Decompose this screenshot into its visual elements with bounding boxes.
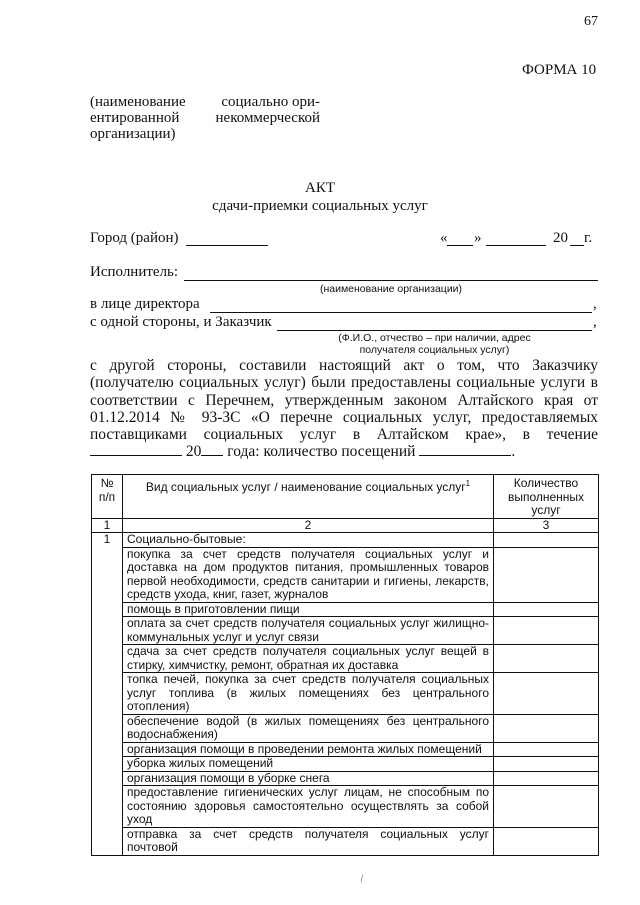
table-row: [92, 645, 599, 673]
index-cell: 1: [92, 518, 123, 533]
org-caption-text: (наименование: [90, 94, 186, 110]
table-row: [92, 827, 599, 855]
header-qty: Количество выполненных услуг: [494, 475, 599, 519]
period-field[interactable]: [90, 443, 182, 456]
form-label: ФОРМА 10: [522, 62, 597, 78]
service-item: топка печей, покупка за счет средств получателя социальных услуг топлива (в жилых помещениях без центрального отопления): [123, 673, 494, 715]
qty-cell[interactable]: [494, 602, 599, 617]
customer-hint: [277, 332, 592, 356]
qty-cell[interactable]: [494, 827, 599, 855]
section-label: Социально-бытовые:: [123, 533, 494, 548]
qty-cell[interactable]: [494, 714, 599, 742]
document-subtitle: сдачи-приемки социальных услуг: [212, 198, 428, 214]
table-row: [92, 742, 599, 757]
qty-cell[interactable]: [494, 786, 599, 828]
index-cell: 3: [494, 518, 599, 533]
header-service-text: Вид социальных услуг / наименование социальных услуг: [145, 480, 466, 494]
date-open-quote: «: [440, 230, 448, 246]
table-row: [92, 771, 599, 786]
header-num: № п/п: [92, 475, 123, 519]
table-row: [92, 673, 599, 715]
table-row: [92, 617, 599, 645]
body-paragraph: [90, 357, 598, 461]
org-caption-text: социально ори-: [221, 94, 320, 110]
qty-cell[interactable]: [494, 645, 599, 673]
scan-mark: \: [357, 873, 366, 885]
service-item: сдача за счет средств получателя социальных услуг вещей в стирку, химчистку, ремонт, обратная их доставка: [123, 645, 494, 673]
month-field[interactable]: [486, 245, 546, 246]
header-service: [123, 475, 494, 519]
service-item: оплата за счет средств получателя социальных услуг жилищно-коммунальных услуг и услуг связи: [123, 617, 494, 645]
document-title: АКТ: [305, 180, 335, 196]
section-number: 1: [92, 533, 123, 856]
city-label: Город (район): [90, 230, 179, 246]
service-item: отправка за счет средств получателя социальных услуг почтовой: [123, 827, 494, 855]
service-item: организация помощи в проведении ремонта жилых помещений: [123, 742, 494, 757]
qty-cell[interactable]: [494, 742, 599, 757]
director-field[interactable]: [210, 312, 592, 313]
city-field[interactable]: [186, 245, 268, 246]
year-suffix: г.: [584, 230, 593, 246]
service-item: организация помощи в уборке снега: [123, 771, 494, 786]
org-caption-text: ентированной: [90, 110, 180, 126]
customer-label: с одной стороны, и Заказчик: [90, 314, 272, 330]
service-item: покупка за счет средств получателя социальных услуг и доставка на дом продуктов питания, промышленных товаров первой необходимости, средств санитарии и гигиены, лекарств, средств ухода, книг, газет, журналов: [123, 547, 494, 602]
organization-caption: [90, 94, 320, 142]
date-close-quote: »: [474, 230, 482, 246]
executor-hint: (наименование организации): [319, 283, 463, 295]
director-comma: ,: [593, 296, 597, 312]
service-item: уборка жилых помещений: [123, 757, 494, 772]
service-item: помощь в приготовлении пищи: [123, 602, 494, 617]
day-field[interactable]: [447, 245, 473, 246]
service-item: предоставление гигиенических услуг лицам, не способным по состоянию здоровья самостоятельно осуществлять за собой уход: [123, 786, 494, 828]
qty-cell[interactable]: [494, 757, 599, 772]
qty-cell[interactable]: [494, 533, 599, 548]
body-year-field[interactable]: [201, 443, 223, 456]
table-header-row: [92, 475, 599, 519]
executor-field[interactable]: [184, 280, 598, 281]
customer-hint-line: получателя социальных услуг): [359, 344, 510, 356]
index-row: [92, 518, 599, 533]
header-footnote: 1: [465, 479, 471, 488]
body-text: с другой стороны, составили настоящий акт о том, что Заказчику (получателю социальных услуг) были предоставлены социальные услуги в соответствии с Перечнем, утвержденным законом Алтайского края от 01.12.2014 № 93-ЗС «О перечне социальных услуг, предоставляемых поставщиками социальных услуг в Алтайском крае», в течение: [90, 357, 598, 444]
org-caption-text: организации): [90, 126, 176, 142]
body-year: 20: [185, 443, 202, 461]
qty-cell[interactable]: [494, 771, 599, 786]
table-row: [92, 547, 599, 602]
table-row: [92, 786, 599, 828]
visits-field[interactable]: [419, 443, 511, 456]
customer-comma: ,: [593, 314, 597, 330]
executor-label: Исполнитель:: [90, 264, 179, 280]
year-prefix: 20: [553, 230, 568, 246]
services-table: [91, 474, 599, 856]
body-text: года: количество посещений: [227, 443, 416, 461]
qty-cell[interactable]: [494, 617, 599, 645]
qty-cell[interactable]: [494, 547, 599, 602]
year-field[interactable]: [570, 245, 584, 246]
table-row: [92, 602, 599, 617]
index-cell: 2: [123, 518, 494, 533]
qty-cell[interactable]: [494, 673, 599, 715]
director-label: в лице директора: [90, 296, 200, 312]
org-caption-text: некоммерческой: [215, 110, 320, 126]
section-row: [92, 533, 599, 548]
table-row: [92, 757, 599, 772]
customer-field[interactable]: [277, 330, 592, 331]
body-end: .: [511, 443, 516, 461]
table-row: [92, 714, 599, 742]
page-number: 67: [584, 14, 598, 29]
service-item: обеспечение водой (в жилых помещениях без центрального водоснабжения): [123, 714, 494, 742]
customer-hint-line: (Ф.И.О., отчество – при наличии, адрес: [338, 332, 531, 344]
